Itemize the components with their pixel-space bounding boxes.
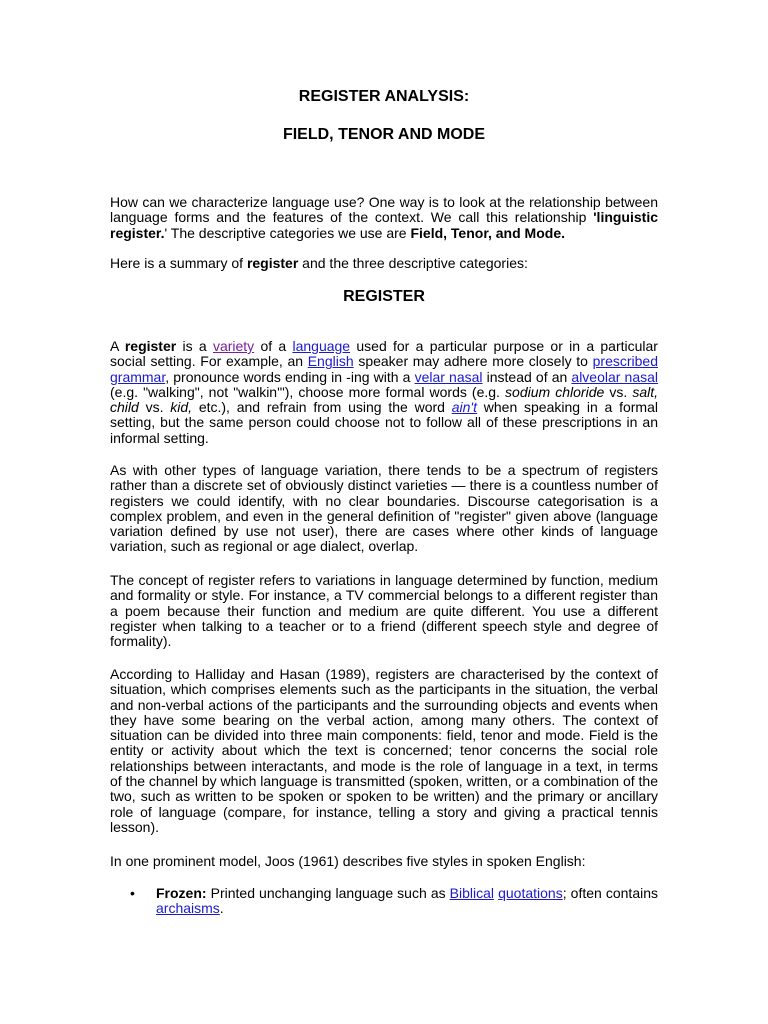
link-variety[interactable]: variety xyxy=(212,338,255,354)
intro-paragraph xyxy=(110,195,658,241)
def-bold-register: register xyxy=(124,338,177,354)
intro-text-2: ' The descriptive categories we use are xyxy=(164,224,411,241)
frozen-text-3: ; often contains xyxy=(562,885,658,901)
joos-paragraph: In one prominent model, Joos (1961) describes five styles in spoken English: xyxy=(110,853,586,869)
intro-bold-register: 'linguistic register. xyxy=(110,209,658,241)
variation-paragraph: As with other types of language variation, there tends to be a spectrum of registers rather than a discrete set of obviously distinct varieties — there is a countless number of registers we could identify, with no clear boundaries. Discourse categorisation is a complex problem, and even in the general definition of "register" given above (language variation defined by use not user), there are cases where other kinds of language variation, such as regional or age dialect, overlap. xyxy=(110,462,658,555)
def-text-5: speaker may adhere more closely to xyxy=(353,353,593,370)
link-alveolar-nasal[interactable]: alveolar nasal xyxy=(571,368,659,385)
frozen-text-1: Printed unchanging language such as xyxy=(206,885,450,901)
list-item-frozen xyxy=(110,886,658,917)
def-text-7: instead of an xyxy=(482,368,572,385)
page-title: REGISTER ANALYSIS: xyxy=(298,88,470,105)
halliday-paragraph: According to Halliday and Hasan (1989), registers are characterised by the context of situation, which comprises elements such as the participants in the situation, the verbal and non-verbal actions of the participants and the surrounding objects and events when they have some bearing on the verbal action, among many others. The context of situation can be divided into three main components: field, tenor and mode. Field is the entity or activity about which the text is concerned; tenor concerns the social role relationships between interactants, and mode is the role of language in a text, in terms of the channel by which language is transmitted (spoken, written, or a combination of the two, such as written to be spoken or spoken to be written) and the primary or ancillary role of language (compare, for instance, telling a story and giving a practical tennis lesson). xyxy=(110,666,658,835)
def-italic-kid: kid, xyxy=(170,399,193,416)
link-biblical[interactable]: Biblical xyxy=(449,885,495,901)
style-label-frozen: Frozen: xyxy=(156,885,207,901)
link-aint[interactable] xyxy=(452,399,477,415)
link-archaisms[interactable]: archaisms xyxy=(156,900,220,917)
def-text-6: , pronounce words ending in -ing with a xyxy=(165,368,415,385)
summary-paragraph xyxy=(110,256,658,271)
link-velar-nasal[interactable]: velar nasal xyxy=(414,368,483,385)
summary-text-2: and the three descriptive categories: xyxy=(298,255,528,271)
summary-text-1: Here is a summary of xyxy=(110,255,247,271)
link-quotations[interactable]: quotations xyxy=(498,885,563,901)
def-text-12: when speaking in a formal setting, but the same person could choose not to follow all of these prescriptions in an informal setting. xyxy=(110,399,658,446)
page-subtitle: FIELD, TENOR AND MODE xyxy=(282,126,486,143)
link-language[interactable]: language xyxy=(292,338,351,354)
concept-paragraph: The concept of register refers to variations in language determined by function, medium and formality or style. For instance, a TV commercial belongs to a different register than a poem because their function and medium are quite different. You use a different register when talking to a teacher or to a friend (different speech style and degree of formality). xyxy=(110,572,658,650)
def-text-3: of a xyxy=(254,338,293,354)
link-aint-text: ain't xyxy=(451,399,477,416)
register-definition-paragraph xyxy=(110,339,658,446)
link-english[interactable]: English xyxy=(307,353,354,370)
def-text-2: is a xyxy=(176,338,213,354)
def-text-4: used for a particular purpose or in a particular social setting. For example, an xyxy=(110,338,658,370)
intro-bold-categories: Field, Tenor, and Mode. xyxy=(410,224,565,241)
bullet-icon: • xyxy=(130,885,135,901)
frozen-text-4: . xyxy=(219,900,224,917)
styles-list xyxy=(110,886,658,917)
def-italic-salt-child: salt, child xyxy=(110,383,658,416)
def-text-11: etc.), and refrain from using the word xyxy=(192,399,452,416)
def-text-9: vs. xyxy=(604,383,633,400)
section-heading-register: REGISTER xyxy=(343,288,425,305)
def-text-1: A xyxy=(110,338,125,354)
intro-text-1: How can we characterize language use? One way is to look at the relationship between language forms and the features of the context. We call this relationship xyxy=(110,194,658,226)
link-prescribed-grammar[interactable]: prescribed grammar xyxy=(110,353,658,385)
def-text-8: (e.g. "walking", not "walkin'"), choose more formal words (e.g. xyxy=(110,383,506,400)
def-italic-sodium-chloride: sodium chloride xyxy=(505,383,605,400)
def-text-10: vs. xyxy=(138,399,171,416)
summary-bold-register: register xyxy=(246,255,299,271)
